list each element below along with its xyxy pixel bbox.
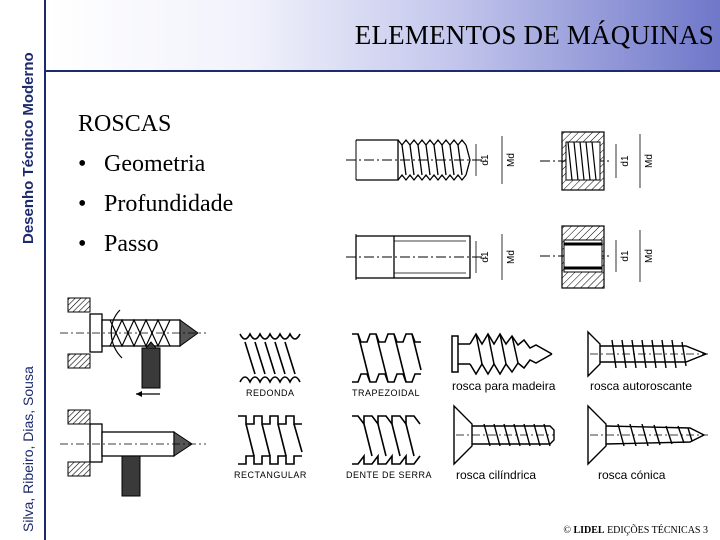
minor-diameter-label: d1 xyxy=(620,250,631,262)
major-diameter-label: Md xyxy=(644,249,655,263)
minor-diameter-label: d1 xyxy=(480,251,491,263)
course-name: Desenho Técnico Moderno xyxy=(20,52,37,244)
publisher-subtitle: EDIÇÕES TÉCNICAS xyxy=(607,525,701,536)
cylindrical-screw-drawing xyxy=(452,404,556,466)
header-divider xyxy=(46,70,720,72)
rectangular-thread-profile xyxy=(236,412,308,468)
copyright-symbol: © xyxy=(563,525,571,536)
minor-diameter-label: d1 xyxy=(480,154,491,166)
internal-thread-simplified xyxy=(540,222,660,292)
external-thread-drawing xyxy=(346,128,522,192)
minor-diameter-label: d1 xyxy=(620,155,631,167)
thread-caption: rosca cilíndrica xyxy=(456,468,537,482)
lathe-threading-drawing-2 xyxy=(60,408,210,500)
page-number: 3 xyxy=(703,525,708,536)
thread-caption: DENTE DE SERRA xyxy=(346,470,433,480)
sidebar-divider xyxy=(44,0,46,540)
thread-caption: rosca autoroscante xyxy=(590,379,693,393)
major-diameter-label: Md xyxy=(506,153,517,167)
round-thread-profile xyxy=(236,330,306,386)
internal-thread-drawing xyxy=(540,128,660,194)
self-tapping-screw-drawing xyxy=(586,330,710,378)
bullet-icon: • xyxy=(78,231,87,257)
lathe-threading-drawing xyxy=(60,296,210,400)
buttress-thread-profile xyxy=(350,412,426,468)
thread-caption: rosca cónica xyxy=(598,468,666,482)
bullet-list xyxy=(78,144,233,264)
thread-caption: rosca para madeira xyxy=(452,379,556,393)
header-bar xyxy=(46,0,720,72)
slide-content xyxy=(78,104,233,264)
bullet-icon: • xyxy=(78,191,87,217)
page-title: ELEMENTOS DE MÁQUINAS xyxy=(354,20,714,50)
sidebar xyxy=(0,0,46,540)
bullet-item: • Passo xyxy=(78,224,233,264)
trapezoidal-thread-profile xyxy=(350,330,426,386)
bullet-item: • Geometria xyxy=(78,144,233,184)
authors: Silva, Ribeiro, Dias, Sousa xyxy=(20,366,36,532)
bullet-item: • Profundidade xyxy=(78,184,233,224)
external-thread-simplified xyxy=(346,226,522,288)
wood-screw-drawing xyxy=(450,330,558,378)
section-heading: ROSCAS xyxy=(78,111,172,137)
footer-credit xyxy=(563,525,708,536)
thread-caption: TRAPEZOIDAL xyxy=(352,388,421,398)
thread-caption: REDONDA xyxy=(246,388,295,398)
publisher-name: LIDEL xyxy=(573,525,605,536)
thread-caption: RECTANGULAR xyxy=(234,470,307,480)
major-diameter-label: Md xyxy=(506,250,517,264)
major-diameter-label: Md xyxy=(644,154,655,168)
bullet-icon: • xyxy=(78,151,87,177)
tapered-screw-drawing xyxy=(586,404,710,466)
